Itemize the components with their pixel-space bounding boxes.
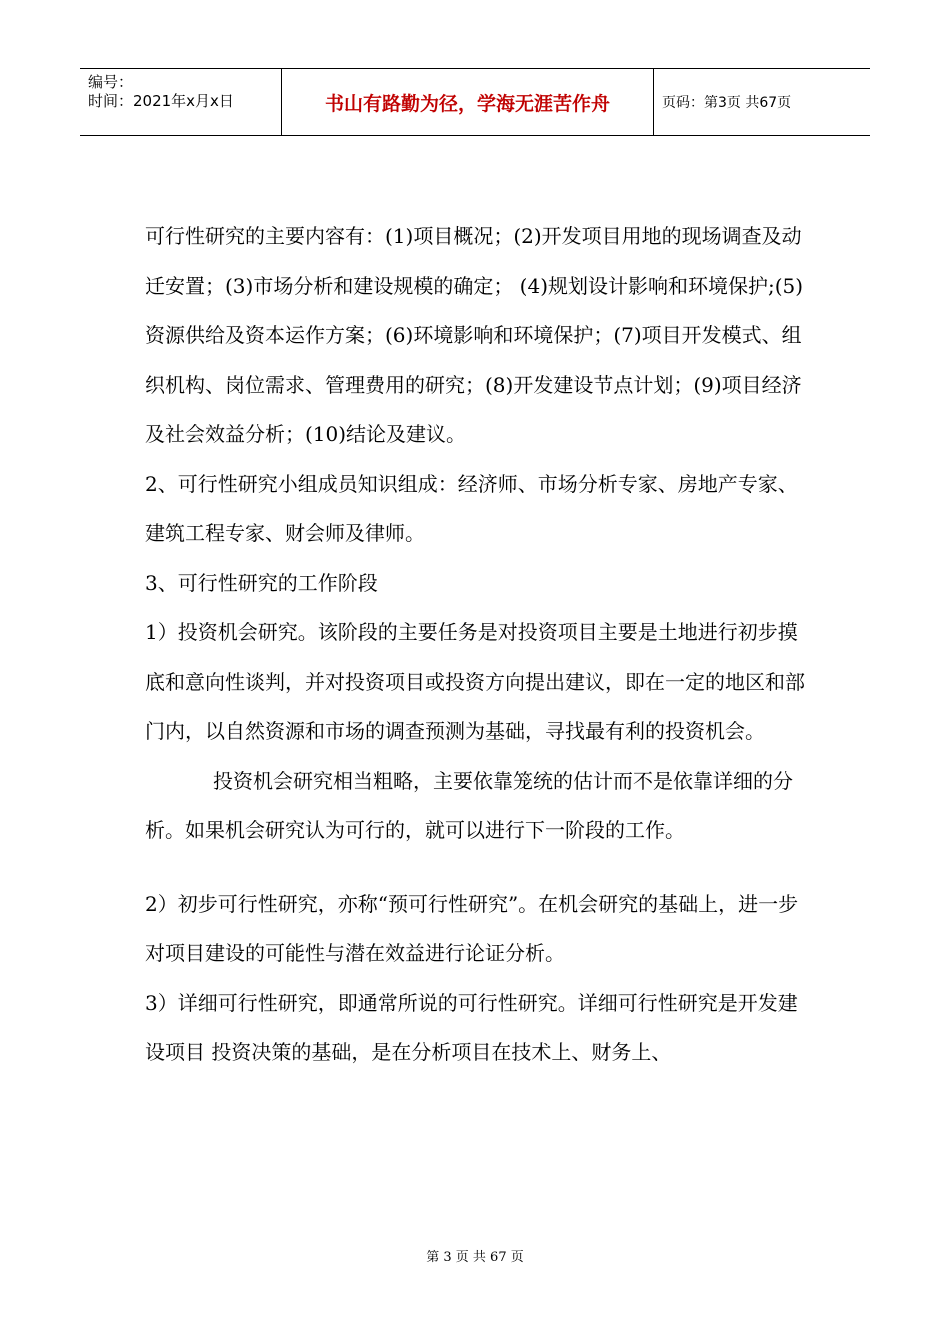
paragraph-opportunity-study: 1）投资机会研究。该阶段的主要任务是对投资项目主要是土地进行初步摸底和意向性谈判，并对投资项目或投资方向提出建议，即在一定的地区和部门内，以自然资源和市场的调查预测为基础，寻找最有利的投资机会。 <box>145 620 805 743</box>
header-page-info: 页码：第3页 共67页 <box>662 95 792 111</box>
paragraph-opportunity-note: 投资机会研究相当粗略，主要依靠笼统的估计而不是依靠详细的分析。如果机会研究认为可行的，就可以进行下一阶段的工作。 <box>145 768 793 842</box>
document-body <box>145 212 813 1078</box>
header-motto: 书山有路勤为径，学海无涯苦作舟 <box>282 69 654 135</box>
paragraph-preliminary-study: 2）初步可行性研究，亦称“预可行性研究”。在机会研究的基础上，进一步对项目建设的可能性与潜在效益进行论证分析。 <box>145 891 799 965</box>
paragraph-stages-heading: 3、可行性研究的工作阶段 <box>145 570 378 595</box>
paragraph-team-composition: 2、可行性研究小组成员知识组成：经济师、市场分析专家、房地产专家、建筑工程专家、财会师及律师。 <box>145 471 798 545</box>
page-footer: 第 3 页 共 67 页 <box>426 1250 524 1265</box>
paragraph-spacer <box>145 856 813 880</box>
document-date: 时间：2021年x月x日 <box>88 92 234 110</box>
paragraph-detailed-study: 3）详细可行性研究，即通常所说的可行性研究。详细可行性研究是开发建设项目 投资决策的基础，是在分析项目在技术上、财务上、 <box>145 990 798 1064</box>
paragraph-main-contents: 可行性研究的主要内容有：(1)项目概况；(2)开发项目用地的现场调查及动迁安置；(3)市场分析和建设规模的确定； (4)规划设计影响和环境保护;(5)资源供给及资本运作方案；(6)环境影响和环境保护；(7)项目开发模式、组织机构、岗位需求、管理费用的研究；(8)开发建设节点计划；(9)项目经济及社会效益分析；(10)结论及建议。 <box>145 224 804 446</box>
page-header <box>80 68 870 136</box>
document-number-label: 编号： <box>88 73 134 91</box>
header-meta <box>80 69 282 135</box>
